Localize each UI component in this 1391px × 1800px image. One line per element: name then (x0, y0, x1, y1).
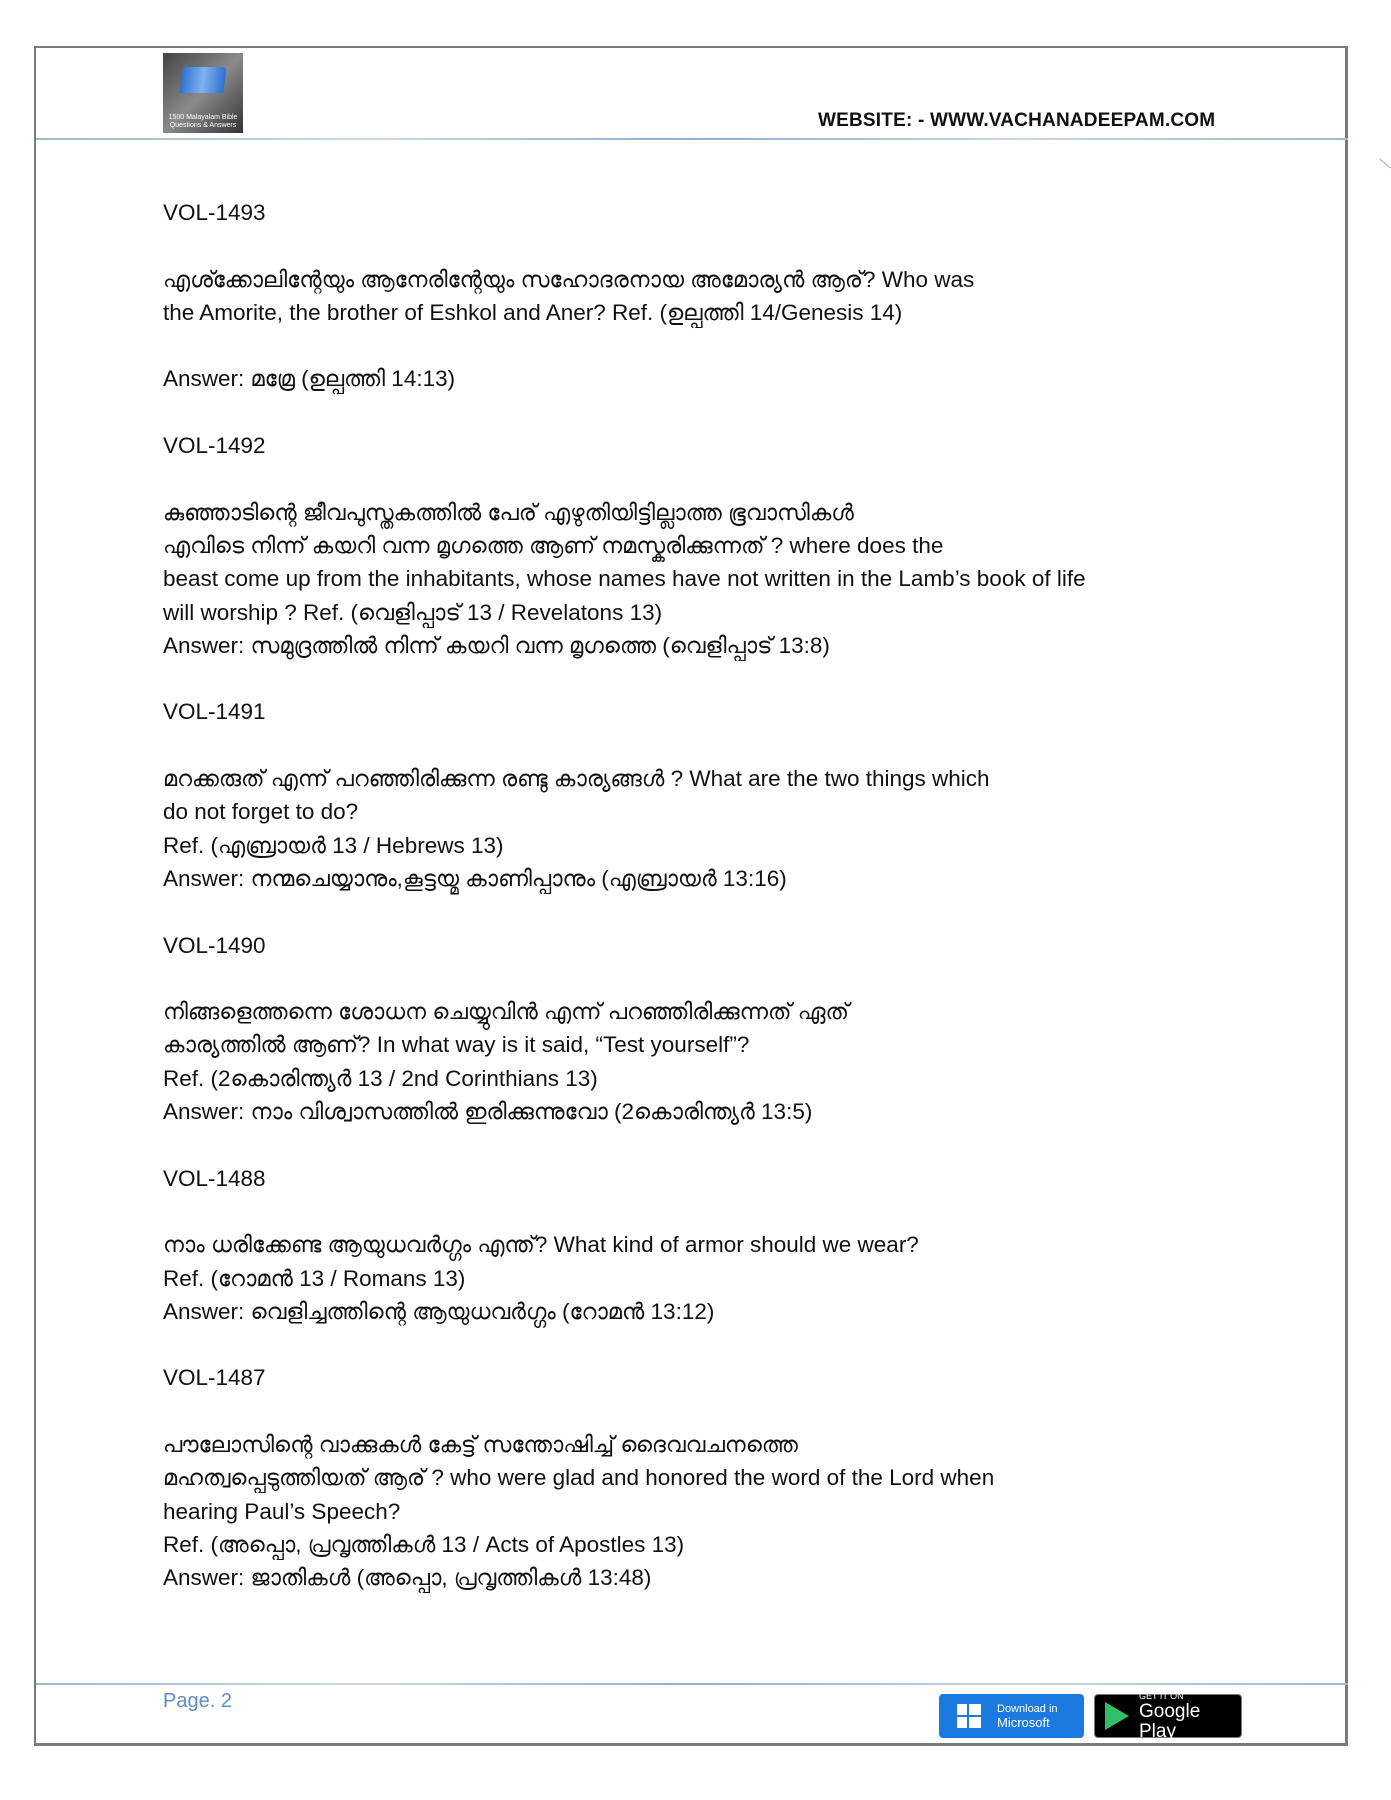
microsoft-small-label: Download in (997, 1703, 1058, 1715)
spacer (163, 462, 1243, 495)
corner-mark (1379, 159, 1390, 169)
spacer (163, 1395, 1243, 1428)
microsoft-big-label: Microsoft (997, 1715, 1050, 1730)
logo-caption: 1500 Malayalam Bible Questions & Answers (168, 114, 238, 129)
question-line: the Amorite, the brother of Eshkol and Aner? Ref. (ഉല്പത്തി 14/Genesis 14) (163, 299, 903, 325)
vol-label: VOL-1493 (163, 200, 266, 225)
google-small-label: GET IT ON (1139, 1690, 1184, 1701)
qa-entry (163, 695, 1243, 928)
qa-entry (163, 929, 1243, 1162)
logo (163, 53, 243, 133)
question-line: Ref. (എബ്രായർ 13 / Hebrews 13) (163, 832, 504, 858)
vol-label: VOL-1490 (163, 932, 266, 958)
vol-label: VOL-1488 (163, 1165, 266, 1191)
spacer (163, 229, 1243, 262)
page-number: Page. 2 (163, 1690, 232, 1712)
question-line: beast come up from the inhabitants, whose names have not written in the Lamb’s book of life (163, 566, 1086, 592)
spacer (163, 662, 1243, 695)
question-line: will worship ? Ref. (വെളിപ്പാട് 13 / Revelatons 13) (163, 599, 663, 625)
question-line: do not forget to do? (163, 799, 359, 825)
spacer (163, 1328, 1243, 1361)
vol-label: VOL-1492 (163, 433, 266, 459)
spacer (163, 329, 1243, 362)
answer-line: Answer: സമുദ്രത്തിൽ നിന്ന് കയറി വന്ന മൃഗത്തെ (വെളിപ്പാട് 13:8) (163, 632, 830, 658)
google-play-icon (1105, 1702, 1129, 1730)
question-line: നിങ്ങളെത്തന്നെ ശോധന ചെയ്യുവിൻ എന്ന് പറഞ്ഞിരിക്കുന്നത് ഏത് (163, 999, 849, 1025)
vol-label: VOL-1491 (163, 699, 266, 725)
question-line: മഹത്വപ്പെടുത്തിയത് ആര് ? who were glad and honored the word of the Lord when (163, 1465, 995, 1491)
spacer (163, 1195, 1243, 1228)
question-line: എവിടെ നിന്ന് കയറി വന്ന മൃഗത്തെ ആണ് നമസ്കരിക്കുന്നത് ? where does the (163, 532, 944, 558)
answer-line: Answer: മമ്രേ (ഉല്പത്തി 14:13) (163, 366, 456, 392)
spacer (163, 729, 1243, 762)
question-line: നാം ധരിക്കേണ്ട ആയുധവർഗ്ഗം എന്ത്? What kind of armor should we wear? (163, 1232, 919, 1258)
windows-icon (957, 1704, 981, 1728)
question-line: മറക്കരുത് എന്ന് പറഞ്ഞിരിക്കുന്ന രണ്ടു കാര്യങ്ങൾ ? What are the two things which (163, 766, 990, 792)
question-line: Ref. (2കൊരിന്ത്യർ 13 / 2nd Corinthians 13) (163, 1065, 598, 1091)
spacer (163, 396, 1243, 429)
qa-entry (163, 1361, 1243, 1627)
footer-divider (36, 1683, 1348, 1685)
microsoft-store-button[interactable] (939, 1694, 1084, 1738)
question-line: Ref. (അപ്പൊ, പ്രവൃത്തികൾ 13 / Acts of Apostles 13) (163, 1531, 685, 1557)
header-divider (36, 138, 1348, 140)
question-line: എശ്ക്കോലിന്റേയും ആനേരിന്റേയും സഹോദരനായ അമോര്യൻ ആര്? Who was (163, 266, 975, 292)
answer-line: Answer: നാം വിശ്വാസത്തിൽ ഇരിക്കുന്നുവോ (2കൊരിന്ത്യർ 13:5) (163, 1099, 813, 1125)
google-big-label: Google Play (1139, 1700, 1201, 1742)
question-line: പൗലോസിന്റെ വാക്കുകൾ കേട്ട് സന്തോഷിച്ച് ദൈവവചനത്തെ (163, 1431, 798, 1457)
question-line: കുഞ്ഞാടിന്റെ ജീവപുസ്തകത്തിൽ പേര് എഴുതിയിട്ടില്ലാത്ത ഭൂവാസികൾ (163, 499, 854, 525)
spacer (163, 1594, 1243, 1627)
website-url[interactable]: WEBSITE: - WWW.VACHANADEEPAM.COM (818, 110, 1216, 131)
vol-label: VOL-1487 (163, 1365, 266, 1391)
qa-entry (163, 196, 1243, 429)
qa-entry (163, 429, 1243, 695)
answer-line: Answer: വെളിച്ചത്തിന്റെ ആയുധവർഗ്ഗം (റോമൻ 13:12) (163, 1298, 715, 1324)
question-line: Ref. (റോമൻ 13 / Romans 13) (163, 1265, 466, 1291)
google-play-button[interactable] (1094, 1690, 1242, 1742)
spacer (163, 962, 1243, 995)
spacer (163, 1128, 1243, 1161)
answer-line: Answer: ജാതികൾ (അപ്പൊ, പ്രവൃത്തികൾ 13:48) (163, 1565, 652, 1591)
qa-content (163, 196, 1243, 1628)
question-line: കാര്യത്തിൽ ആണ്? In what way is it said, “Test yourself”? (163, 1032, 750, 1058)
qa-entry (163, 1162, 1243, 1362)
book-icon (179, 67, 227, 93)
question-line: hearing Paul’s Speech? (163, 1498, 401, 1524)
answer-line: Answer: നന്മചെയ്യാനും,കൂട്ടയ്മ കാണിപ്പാനും (എബ്രായർ 13:16) (163, 865, 787, 891)
spacer (163, 895, 1243, 928)
